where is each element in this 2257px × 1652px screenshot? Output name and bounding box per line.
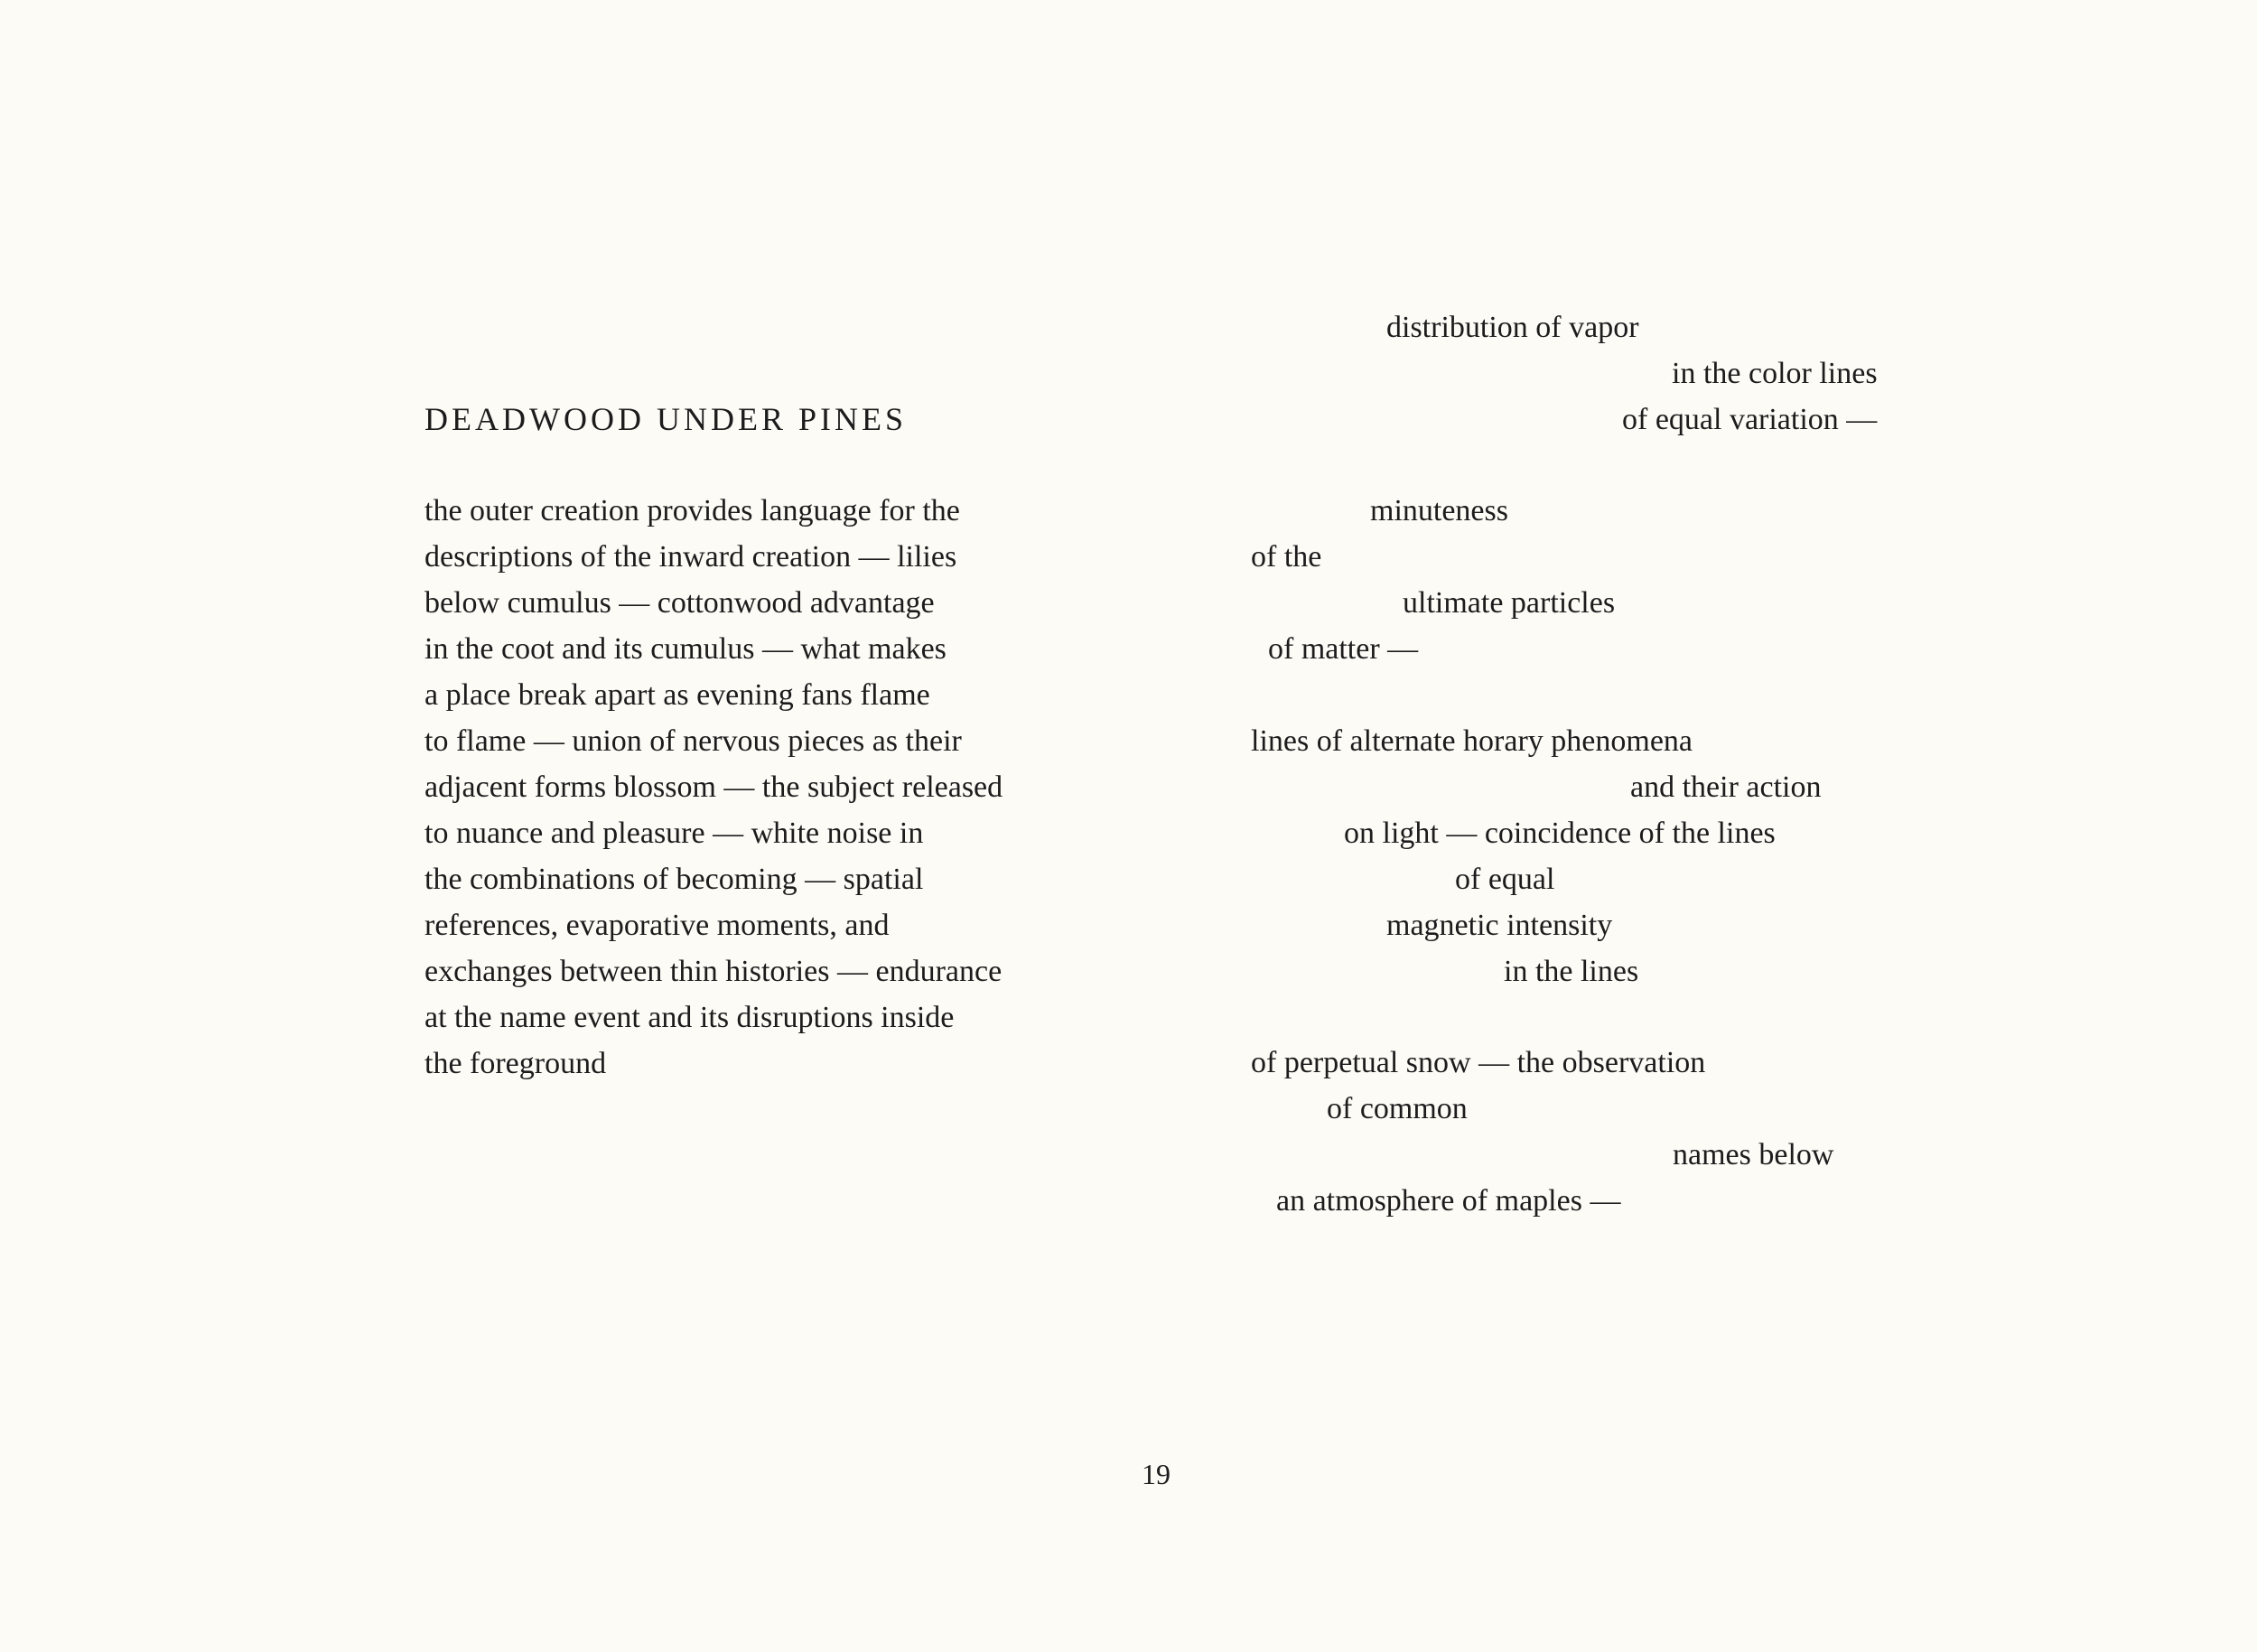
poem-line: names below xyxy=(1673,1138,1834,1171)
poem-line: lines of alternate horary phenomena xyxy=(1251,724,1693,758)
poem-line: of equal xyxy=(1455,863,1555,896)
poem-line: distribution of vapor xyxy=(1386,311,1639,344)
poem-line: of perpetual snow — the observation xyxy=(1251,1046,1706,1079)
poem-line: a place break apart as evening fans flame xyxy=(424,678,930,712)
poem-line: below cumulus — cottonwood advantage xyxy=(424,586,935,620)
poem-line: of matter — xyxy=(1268,632,1419,666)
poem-line: descriptions of the inward creation — lilies xyxy=(424,540,957,574)
poem-title: DEADWOOD UNDER PINES xyxy=(424,401,907,437)
poem-line: references, evaporative moments, and xyxy=(424,909,890,942)
poem-line: to nuance and pleasure — white noise in xyxy=(424,817,924,850)
poem-line: in the coot and its cumulus — what makes xyxy=(424,632,947,666)
poem-line: in the color lines xyxy=(1672,357,1878,390)
poem-line: an atmosphere of maples — xyxy=(1276,1184,1621,1218)
poem-line: of equal variation — xyxy=(1622,403,1878,436)
page-number: 19 xyxy=(1142,1458,1170,1490)
poem-line: to flame — union of nervous pieces as their xyxy=(424,724,962,758)
poem-line: minuteness xyxy=(1370,494,1508,527)
poem-line: in the lines xyxy=(1504,955,1639,988)
poem-line: the outer creation provides language for the xyxy=(424,494,960,527)
poem-line: magnetic intensity xyxy=(1386,909,1613,942)
poem-line: and their action xyxy=(1630,770,1822,804)
poem-line: exchanges between thin histories — endurance xyxy=(424,955,1003,988)
poem-line: adjacent forms blossom — the subject released xyxy=(424,770,1003,804)
poem-line: on light — coincidence of the lines xyxy=(1344,817,1776,850)
poem-line: ultimate particles xyxy=(1403,586,1616,620)
poem-line: the foreground xyxy=(424,1047,607,1080)
poem-line: at the name event and its disruptions inside xyxy=(424,1001,955,1034)
poem-line: of the xyxy=(1251,540,1322,574)
poem-line: the combinations of becoming — spatial xyxy=(424,863,924,896)
poem-line: of common xyxy=(1327,1092,1468,1125)
